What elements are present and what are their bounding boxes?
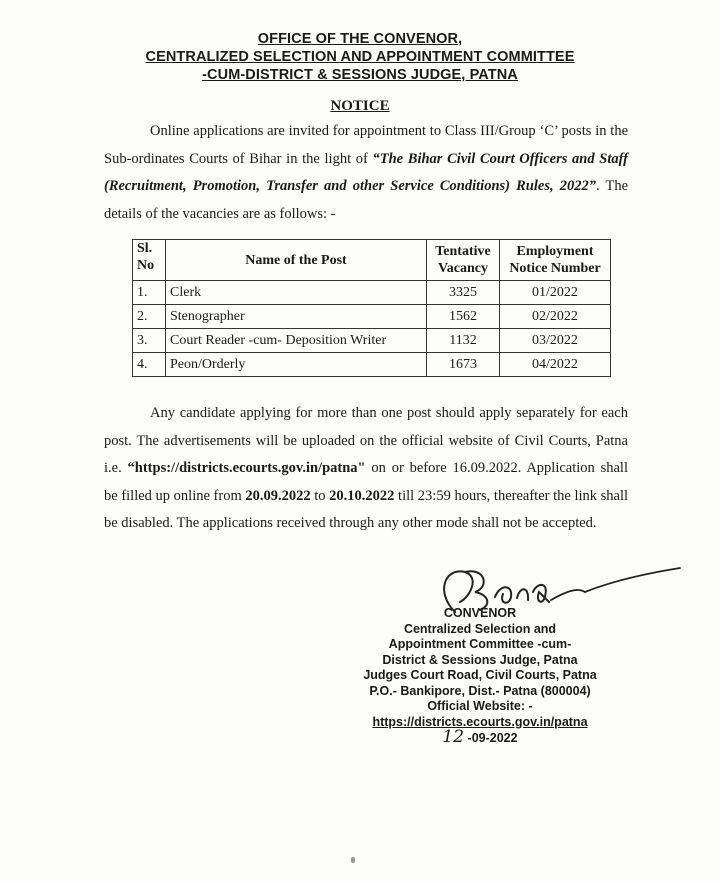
cell-vacancy: 1673	[427, 353, 500, 377]
website-reference: “https://districts.ecourts.gov.in/patna"	[127, 460, 366, 476]
cell-notice: 04/2022	[500, 353, 611, 377]
signing-date: 12 -09-2022	[442, 727, 518, 747]
header-vacancy: Tentative Vacancy	[427, 240, 500, 281]
cell-vacancy: 3325	[427, 281, 500, 305]
instructions-paragraph: Any candidate applying for more than one post should apply separately for each post. The advertisements will be uploaded on the official website of Civil Courts, Patna i.e. “https://districts.ecourts.gov.in/patna" on or before 16.09.2022. Application shall be filled up online from 20.09.2022 to 20.10.2022 till 23:59 hours, thereafter the link shall be disabled. The applications received through any other mode shall not be accepted.	[104, 405, 629, 531]
intro-paragraph: Online applications are invited for appointment to Class III/Group ‘C’ posts in the Sub-ordinates Courts of Bihar in the light of “The Bihar Civil Court Officers and Staff (Recruitment, Promotion, Transfer and other Service Conditions) Rules, 2022”. The details of the vacancies are as follows: -	[104, 123, 628, 222]
office-heading: OFFICE OF THE CONVENOR,	[257, 31, 463, 47]
cell-post: Peon/Orderly	[166, 353, 427, 377]
table-row	[133, 329, 611, 353]
cell-post: Court Reader -cum- Deposition Writer	[166, 329, 427, 353]
rules-citation: “The Bihar Civil Court Officers and Staff (Recruitment, Promotion, Transfer and other Service Conditions) Rules, 2022”	[104, 150, 628, 194]
notice-title: NOTICE	[330, 98, 390, 114]
committee-heading: CENTRALIZED SELECTION AND APPOINTMENT COMMITTEE	[145, 49, 575, 65]
cell-sl: 4.	[133, 353, 166, 377]
scan-speck	[351, 857, 355, 863]
designation: CONVENOR	[443, 606, 517, 620]
cell-notice: 03/2022	[500, 329, 611, 353]
cell-sl: 3.	[133, 329, 166, 353]
table-header-row	[133, 240, 611, 281]
official-website: https://districts.ecourts.gov.in/patna	[372, 714, 588, 729]
table-row	[133, 281, 611, 305]
cell-notice: 01/2022	[500, 281, 611, 305]
cell-sl: 2.	[133, 305, 166, 329]
table-row	[133, 305, 611, 329]
header-post-name: Name of the Post	[166, 240, 427, 281]
cell-notice: 02/2022	[500, 305, 611, 329]
cell-vacancy: 1562	[427, 305, 500, 329]
table-row	[133, 353, 611, 377]
start-date: 20.09.2022	[245, 487, 311, 504]
cell-post: Clerk	[166, 281, 427, 305]
vacancy-table	[132, 239, 611, 377]
judge-heading: -CUM-DISTRICT & SESSIONS JUDGE, PATNA	[202, 67, 518, 83]
cell-vacancy: 1132	[427, 329, 500, 353]
cell-post: Stenographer	[166, 305, 427, 329]
end-date: 20.10.2022	[329, 487, 395, 504]
cell-sl: 1.	[133, 281, 166, 305]
header-sl-no: Sl. No	[133, 240, 166, 281]
header-notice-number: Employment Notice Number	[500, 240, 611, 281]
signatory-block: CONVENOR Centralized Selection and Appointment Committee -cum- District & Sessions Judge, Patna Judges Court Road, Civil Courts, Patna P.O.- Bankipore, Dist.- Patna (800004) Official Website: - https://districts.ecourts.gov.in/patna 12 -09-2022	[330, 606, 630, 747]
